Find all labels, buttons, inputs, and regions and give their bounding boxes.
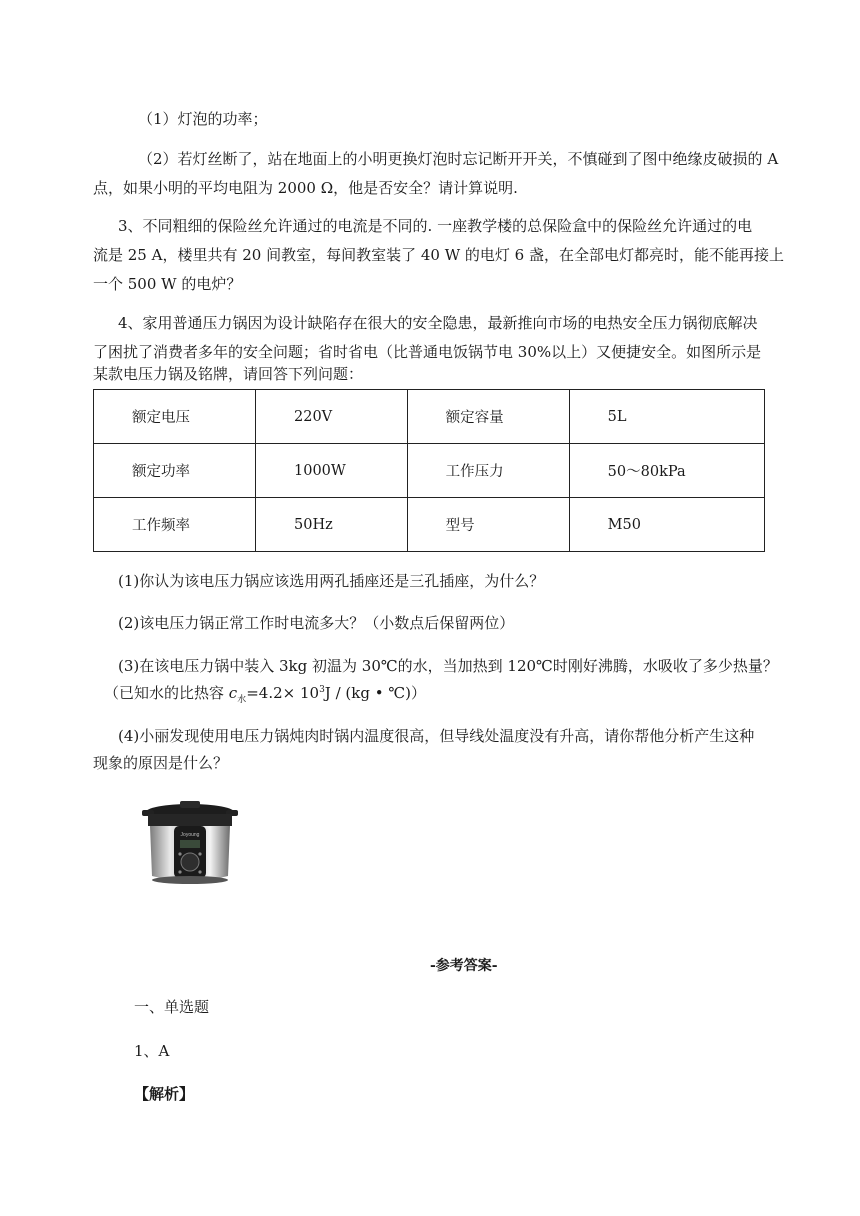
q4-sub3-line2 bbox=[104, 682, 426, 705]
specific-heat-unit: J / (kg • ℃)） bbox=[324, 684, 426, 702]
brand-logo: Joyoung bbox=[180, 832, 200, 838]
table-row bbox=[94, 498, 765, 552]
q4-sub1: (1)你认为该电压力锅应该选用两孔插座还是三孔插座，为什么？ bbox=[118, 572, 545, 590]
q4-sub4-line2: 现象的原因是什么？ bbox=[93, 754, 229, 772]
specific-heat-prefix: （已知水的比热容 bbox=[104, 684, 229, 702]
q4-sub2: (2)该电压力锅正常工作时电流多大？（小数点后保留两位） bbox=[118, 614, 515, 632]
pressure-cooker-image bbox=[140, 796, 240, 888]
q2-part2-line1: （2）若灯丝断了，站在地面上的小明更换灯泡时忘记断开开关，不慎碰到了图中绝缘皮破损的 A bbox=[138, 150, 779, 168]
table-cell: 1000W bbox=[256, 444, 408, 498]
table-row bbox=[94, 390, 765, 444]
table-cell: 50Hz bbox=[256, 498, 408, 552]
q4-line1: 4、家用普通压力锅因为设计缺陷存在很大的安全隐患，最新推向市场的电热安全压力锅彻底解决 bbox=[118, 314, 758, 332]
table-cell: 工作频率 bbox=[94, 498, 256, 552]
q4-sub3-line1: (3)在该电压力锅中装入 3kg 初温为 30℃的水，当加热到 120℃时刚好沸腾，水吸收了多少热量？ bbox=[118, 657, 778, 675]
table-cell: 220V bbox=[256, 390, 408, 444]
q3-line3: 一个 500 W 的电炉？ bbox=[93, 275, 242, 293]
table-row bbox=[94, 444, 765, 498]
table-cell: 额定功率 bbox=[94, 444, 256, 498]
answer-item-1: 1、A bbox=[134, 1042, 170, 1060]
table-cell: 额定容量 bbox=[407, 390, 569, 444]
specific-heat-exponent: 3 bbox=[319, 685, 325, 695]
table-cell: 50～80kPa bbox=[569, 444, 764, 498]
q3-line1: 3、不同粗细的保险丝允许通过的电流是不同的. 一座教学楼的总保险盒中的保险丝允许通过的电 bbox=[118, 217, 753, 235]
answers-section-1: 一、单选题 bbox=[134, 998, 210, 1016]
table-cell: M50 bbox=[569, 498, 764, 552]
answers-title: -参考答案- bbox=[430, 958, 498, 974]
nameplate-table bbox=[93, 389, 765, 552]
table-cell: 型号 bbox=[407, 498, 569, 552]
table-cell: 5L bbox=[569, 390, 764, 444]
q2-part1: （1）灯泡的功率； bbox=[138, 110, 268, 128]
table-cell: 额定电压 bbox=[94, 390, 256, 444]
specific-heat-value: =4.2× 10 bbox=[246, 684, 320, 702]
q4-line3: 某款电压力锅及铭牌，请回答下列问题： bbox=[93, 365, 364, 383]
q4-line2: 了困扰了消费者多年的安全问题；省时省电（比普通电饭锅节电 30%以上）又便捷安全。如图所示是 bbox=[93, 343, 762, 361]
table-cell: 工作压力 bbox=[407, 444, 569, 498]
specific-heat-symbol: c bbox=[228, 684, 238, 702]
analysis-label: 【解析】 bbox=[134, 1085, 195, 1103]
q4-sub4-line1: (4)小丽发现使用电压力锅炖肉时锅内温度很高，但导线处温度没有升高，请你帮他分析产生这种 bbox=[118, 727, 755, 745]
specific-heat-subscript: 水 bbox=[237, 695, 247, 705]
q3-line2: 流是 25 A，楼里共有 20 间教室，每间教室装了 40 W 的电灯 6 盏，在全部电灯都亮时，能不能再接上 bbox=[93, 246, 784, 264]
q2-part2-line2: 点，如果小明的平均电阻为 2000 Ω，他是否安全？请计算说明. bbox=[93, 179, 518, 197]
